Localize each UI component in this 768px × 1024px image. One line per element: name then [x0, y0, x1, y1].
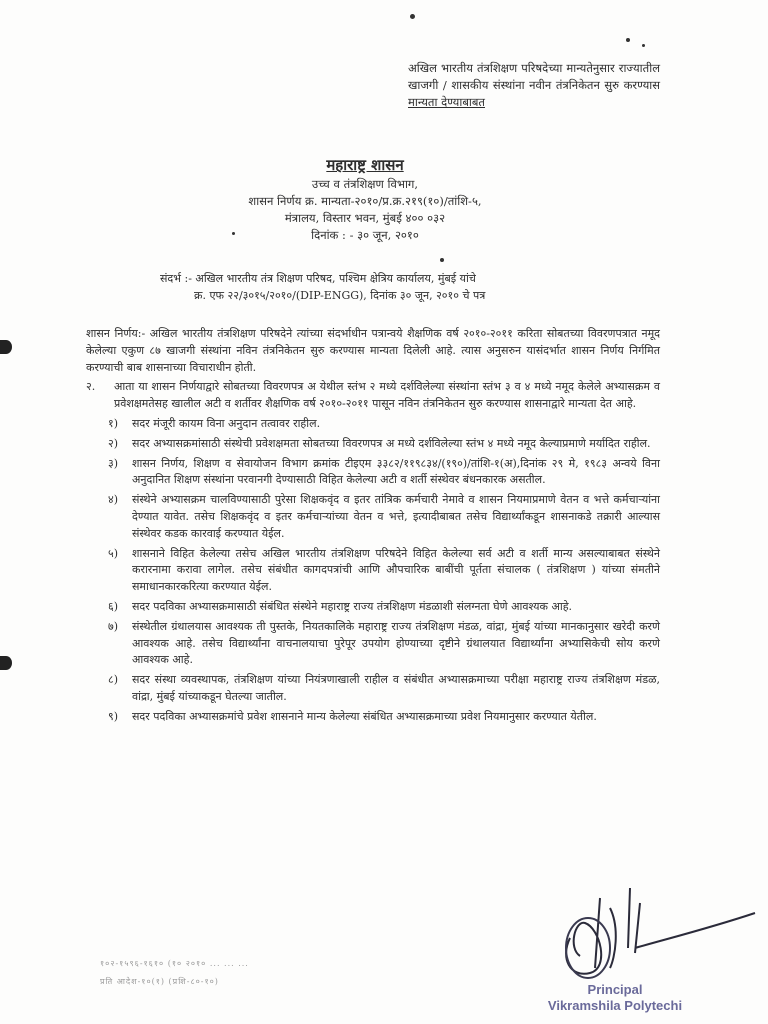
subject-block	[408, 60, 660, 111]
reference-block	[160, 270, 660, 304]
condition-text: सदर संस्था व्यवस्थापक, तंत्रशिक्षण यांच्या नियंत्रणाखाली राहील व संबंधीत अभ्यासक्रमाच्या परीक्षा महाराष्ट्र राज्य तंत्रशिक्षण मंडळ, वांद्रा, मुंबई यांच्याकडून घेतल्या जातील.	[132, 673, 660, 703]
document-header	[200, 154, 530, 244]
condition-number: ४)	[108, 493, 119, 507]
condition-item	[86, 416, 660, 433]
condition-text: सदर अभ्यासक्रमांसाठी संस्थेची प्रवेशक्षमता सोबतच्या विवरणपत्र अ मध्ये दर्शविलेल्या स्तंभ ४ मध्ये नमूद केल्याप्रमाणे मर्यादित राहील.	[132, 436, 651, 450]
condition-item	[86, 672, 660, 706]
condition-item	[86, 599, 660, 616]
condition-number: ९)	[108, 709, 119, 723]
department-name: उच्च व तंत्रशिक्षण विभाग,	[311, 177, 419, 191]
footer-print-line: प्रति आदेश-१०(१) (प्रशि-८०-१०)	[100, 977, 219, 986]
stamp-title: Principal	[587, 982, 643, 997]
condition-number: २)	[108, 436, 119, 450]
condition-text: संस्थेतील ग्रंथालयास आवश्यक ती पुस्तके, नियतकालिके महाराष्ट्र राज्य तंत्रशिक्षण मंडळ, वांद्रा, मुंबई यांच्या मानकानुसार खरेदी करणे आवश्यक आहे. तसेच विद्यार्थ्यांना वाचनालयाचा पुरेपूर उपयोग होण्याच्या दृष्टीने ग्रंथालयात विद्यार्थ्यांना अभ्यासिकेची सोय करणे आवश्यक आहे.	[132, 619, 660, 667]
paragraph-number: २.	[86, 380, 96, 394]
conditions-list	[86, 416, 660, 726]
scan-speck	[626, 38, 630, 42]
paragraph-2	[86, 379, 660, 413]
subject-text: अखिल भारतीय तंत्रशिक्षण परिषदेच्या मान्यतेनुसार राज्यातील खाजगी / शासकीय संस्थांना नवीन तंत्रनिकेतन सुरु करण्यास	[408, 61, 660, 92]
scan-speck	[642, 44, 645, 47]
gr-number: शासन निर्णय क्र. मान्यता-२०१०/प्र.क्र.२१९(१०)/तांशि-५,	[248, 194, 482, 208]
footer-print-line: १०२-१५९६-१६१० (१० २०१० ... ... ...	[100, 959, 249, 968]
condition-number: ५)	[108, 546, 119, 560]
condition-number: ६)	[108, 599, 119, 613]
condition-item	[86, 619, 660, 669]
condition-text: शासन निर्णय, शिक्षण व सेवायोजन विभाग क्रमांक टीइएम ३३८२/११९८३४/(१९०)/तांशि-१(अ),दिनांक २९ मे, १९८३ अन्वये विना अनुदानित शिक्षण संस्थांना परवानगी देण्यासाठी विहित केलेल्या अटी व शर्ती संस्थेवर बंधनकारक असतील.	[132, 456, 660, 487]
signature-image	[540, 878, 760, 988]
condition-item	[86, 709, 660, 726]
document-date: दिनांक : - ३० जून, २०१०	[311, 228, 419, 242]
intro-paragraph: शासन निर्णय:- अखिल भारतीय तंत्रशिक्षण परिषदेने त्यांच्या संदर्भाधीन पत्रान्वये शैक्षणिक वर्ष २०१०-२०११ करिता सोबतच्या विवरणपत्रात नमूद केलेल्या एकुण ८७ खाजगी संस्थांना नविन तंत्रनिकेतन सुरु करण्यास मान्यता दिलेली आहे. त्यास अनुसरुन यासंदर्भात शासन निर्णय निर्गमित करण्याची बाब शासनाच्या विचाराधीन होती.	[86, 327, 660, 374]
paragraph-text: आता या शासन निर्णयाद्वारे सोबतच्या विवरणपत्र अ येथील स्तंभ २ मध्ये दर्शविलेल्या संस्थांना स्तंभ ३ व ४ मध्ये नमूद केलेले अभ्यासक्रम व प्रवेशक्षमतेसह खालील अटी व शर्तीवर शैक्षणिक वर्ष २०१०-२०११ पासून नविन तंत्रनिकेतन सुरु करण्यास शासनाद्वारे मान्यता देत आहे.	[114, 380, 660, 411]
condition-item	[86, 546, 660, 596]
scan-speck	[410, 14, 415, 19]
condition-number: ३)	[108, 456, 119, 470]
condition-text: संस्थेने अभ्यासक्रम चालविण्यासाठी पुरेसा शिक्षकवृंद व इतर तांत्रिक कर्मचारी नेमावे व शासन नियमाप्रमाणे वेतन व भत्ते कर्मचाऱ्यांना देण्यात यावेत. तसेच शिक्षकवृंद व इतर कर्मचाऱ्यांच्या वेतन व भत्ते, इत्यादीबाबत तसेच विद्यार्थ्यांकडून शासनाकडे तक्रारी आल्यास संस्थेवर कडक कारवाई करण्यात येईल.	[132, 493, 660, 540]
document-body	[86, 326, 660, 729]
condition-item	[86, 456, 660, 490]
scan-edge-mark	[0, 340, 12, 354]
principal-stamp	[515, 982, 715, 1014]
condition-number: ७)	[108, 619, 119, 633]
condition-text: शासनाने विहित केलेल्या तसेच अखिल भारतीय तंत्रशिक्षण परिषदेने विहित केलेल्या सर्व अटी व शर्ती मान्य असल्याबाबत संस्थेने करारनामा करावा लागेल. तसेच संबंधीत कागदपत्रांची आणि औपचारिक बाबींची पूर्तता संचालक ( तंत्रशिक्षण ) यांच्या संमतीने समाधानकारकरित्या करण्यात येईल.	[132, 546, 660, 594]
condition-item	[86, 492, 660, 542]
office-address: मंत्रालय, विस्तार भवन, मुंबई ४०० ०३२	[284, 211, 446, 225]
reference-line: संदर्भ :- अखिल भारतीय तंत्र शिक्षण परिषद, पश्चिम क्षेत्रिय कार्यालय, मुंबई यांचे	[160, 272, 476, 285]
condition-text: सदर पदविका अभ्यासक्रमांचे प्रवेश शासनाने मान्य केलेल्या संबंधित अभ्यासक्रमाच्या प्रवेश नियमानुसार करण्यात येतील.	[132, 709, 597, 723]
condition-number: ८)	[108, 673, 119, 687]
government-title: महाराष्ट्र शासन	[326, 156, 404, 174]
scan-edge-mark	[0, 656, 12, 670]
condition-text: सदर मंजूरी कायम विना अनुदान तत्वावर राहील.	[132, 416, 321, 430]
reference-line: क्र. एफ २२/३०१५/२०१०/(DIP-ENGG), दिनांक ३० जून, २०१० चे पत्र	[194, 289, 486, 302]
condition-item	[86, 436, 660, 453]
scan-speck	[440, 258, 444, 262]
subject-text-underlined: मान्यता देण्याबाबत	[408, 95, 485, 109]
condition-text: सदर पदविका अभ्यासक्रमासाठी संबंधित संस्थेने महाराष्ट्र राज्य तंत्रशिक्षण मंडळाशी संलग्नता घेणे आवश्यक आहे.	[132, 599, 573, 613]
stamp-institution: Vikramshila Polytechi	[547, 998, 683, 1013]
condition-number: १)	[108, 416, 119, 430]
